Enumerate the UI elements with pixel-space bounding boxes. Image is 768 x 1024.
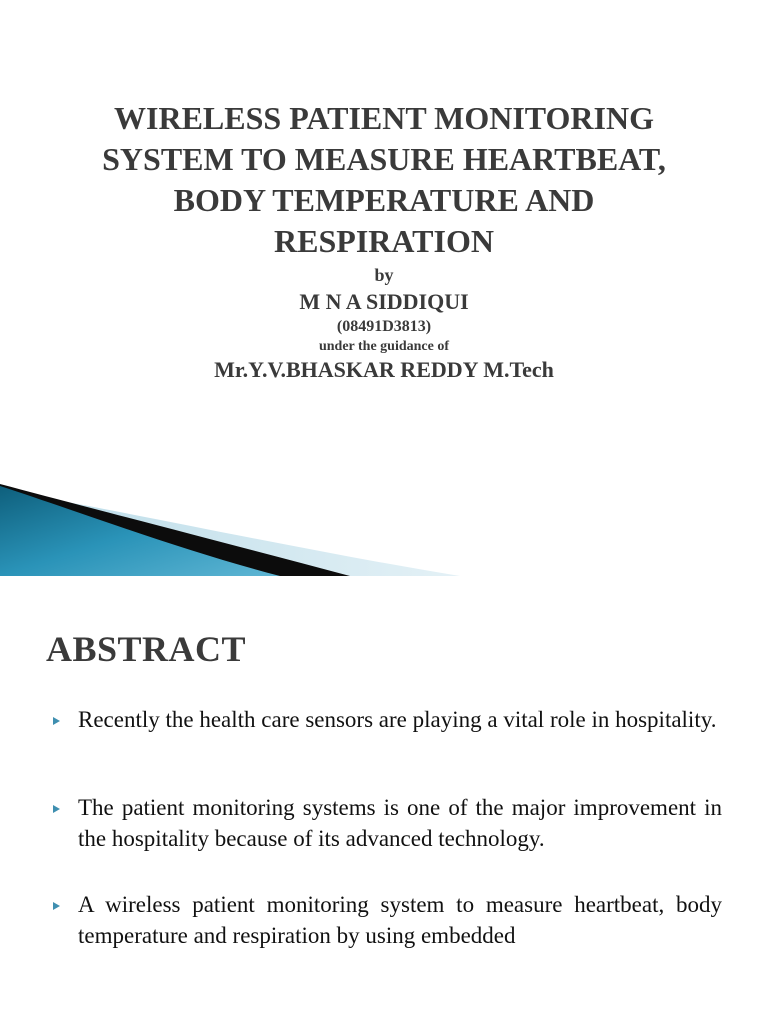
guide-name: Mr.Y.V.BHASKAR REDDY M.Tech xyxy=(214,357,554,382)
title-line: WIRELESS PATIENT MONITORING xyxy=(114,100,654,136)
decorative-swoosh xyxy=(0,480,460,576)
presentation-title xyxy=(0,98,768,262)
title-line: BODY TEMPERATURE AND xyxy=(173,182,595,218)
list-item xyxy=(52,792,722,854)
roll-number: (08491D3813) xyxy=(336,318,432,335)
bullet-text: Recently the health care sensors are playing a vital role in hospitality. xyxy=(78,707,717,732)
bullet-list xyxy=(52,704,722,951)
title-block xyxy=(0,98,768,384)
list-item xyxy=(52,889,722,951)
author-name: M N A SIDDIQUI xyxy=(299,289,469,314)
by-label: by xyxy=(374,265,394,285)
list-item xyxy=(52,704,722,735)
arrow-bullet-icon xyxy=(52,901,62,911)
abstract-slide xyxy=(0,576,768,1024)
abstract-heading: ABSTRACT xyxy=(46,629,247,669)
arrow-bullet-icon xyxy=(52,716,62,726)
title-line: RESPIRATION xyxy=(274,223,494,259)
guidance-label: under the guidance of xyxy=(318,339,450,354)
bullet-text: A wireless patient monitoring system to measure heartbeat, body temperature and respiration by using embedded xyxy=(78,892,722,948)
title-line: SYSTEM TO MEASURE HEARTBEAT, xyxy=(102,141,666,177)
arrow-bullet-icon xyxy=(52,804,62,814)
bullet-text: The patient monitoring systems is one of the major improvement in the hospitality because of its advanced technology. xyxy=(78,795,722,851)
